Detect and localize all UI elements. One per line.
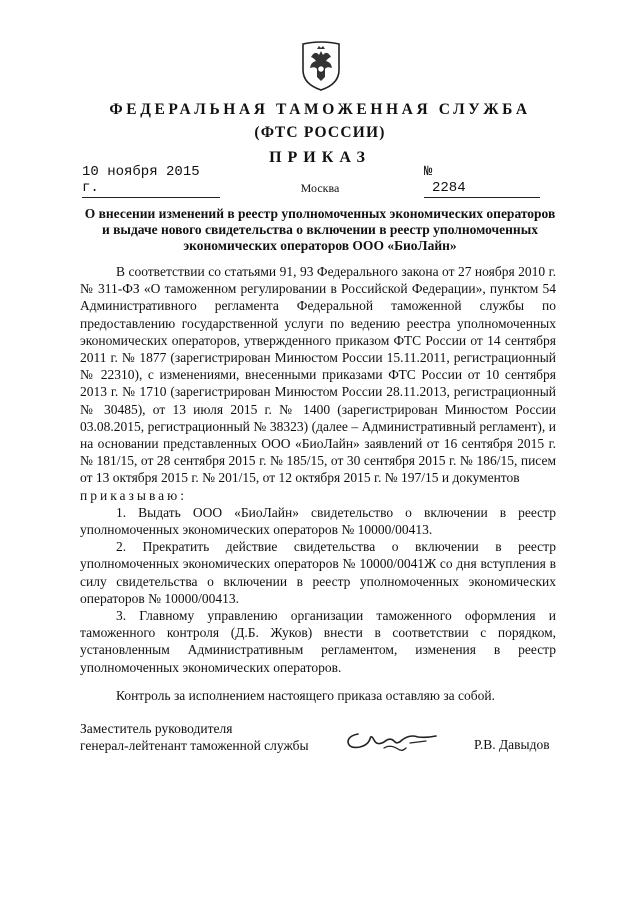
position-line: Заместитель руководителя: [80, 721, 233, 736]
handwritten-signature: [340, 722, 440, 762]
order-item-2: 2. Прекратить действие свидетельства о включении в реестр уполномоченных экономических операторов № 10000/0041Ж со дня вступления в силу свидетельства о включении в реестр уполномоченных экономических операторов № 10000/00413.: [80, 539, 556, 606]
intro-paragraph: В соответствии со статьями 91, 93 Федерального закона от 27 ноября 2010 г. № 311-ФЗ «О таможенном регулировании в Российской Федерации», пунктом 54 Административного регламента Федеральной таможенной службы по предоставлению государственной услуги по ведению реестра уполномоченных экономических операторов, утвержденного приказом ФТС России от 14 сентября 2011 г. № 1877 (зарегистрирован Минюстом России 15.11.2011, регистрационный № 22310), с изменениями, внесенными приказами ФТС России от 10 сентября 2013 г. № 1710 (зарегистрирован Минюстом России 28.11.2013, регистрационный № 30485), от 13 июля 2015 г. № 1400 (зарегистрирован Минюстом России 03.08.2015, регистрационный № 38323) (далее – Административный регламент), и на основании представленных ООО «БиоЛайн» заявлений от 16 сентября 2015 г. № 181/15, от 28 сентября 2015 г. № 185/15, от 30 сентября 2015 г. № 186/15, писем от 13 октября 2015 г. № 201/15, от 12 октября 2015 г. № 197/15 и документов: [80, 264, 556, 486]
number-value: 2284: [424, 180, 540, 198]
agency-abbreviation: (ФТС РОССИИ): [254, 124, 386, 141]
order-date: 10 ноября 2015 г.: [82, 164, 220, 198]
document-title: [80, 206, 560, 254]
document-body: [80, 263, 556, 676]
signer-name: Р.В. Давыдов: [474, 737, 550, 752]
order-item-3: 3. Главному управлению организации таможенного оформления и таможенного контроля (Д.Б. Жуков) внести в соответствии с порядком, установленным Административным регламентом, изменения в реестр уполномоченных экономических операторов.: [80, 608, 556, 675]
city: Москва: [300, 181, 340, 195]
title-line: и выдаче нового свидетельства о включении в реестр уполномоченных: [101, 222, 538, 237]
agency-name: ФЕДЕРАЛЬНАЯ ТАМОЖЕННАЯ СЛУЖБА: [109, 101, 531, 118]
position-line: генерал-лейтенант таможенной службы: [80, 738, 309, 753]
title-line: О внесении изменений в реестр уполномоченных экономических операторов: [84, 206, 556, 221]
document-type: ПРИКАЗ: [269, 149, 371, 166]
number-sign: №: [424, 164, 433, 180]
order-word: приказываю:: [80, 487, 187, 503]
control-clause: Контроль за исполнением настоящего приказа оставляю за собой.: [116, 688, 495, 703]
state-emblem-icon: [298, 40, 344, 92]
order-item-1: 1. Выдать ООО «БиоЛайн» свидетельство о включении в реестр уполномоченных экономических операторов № 10000/00413.: [80, 504, 556, 538]
title-line: экономических операторов ООО «БиоЛайн»: [183, 238, 457, 253]
signer-position: [80, 720, 309, 754]
